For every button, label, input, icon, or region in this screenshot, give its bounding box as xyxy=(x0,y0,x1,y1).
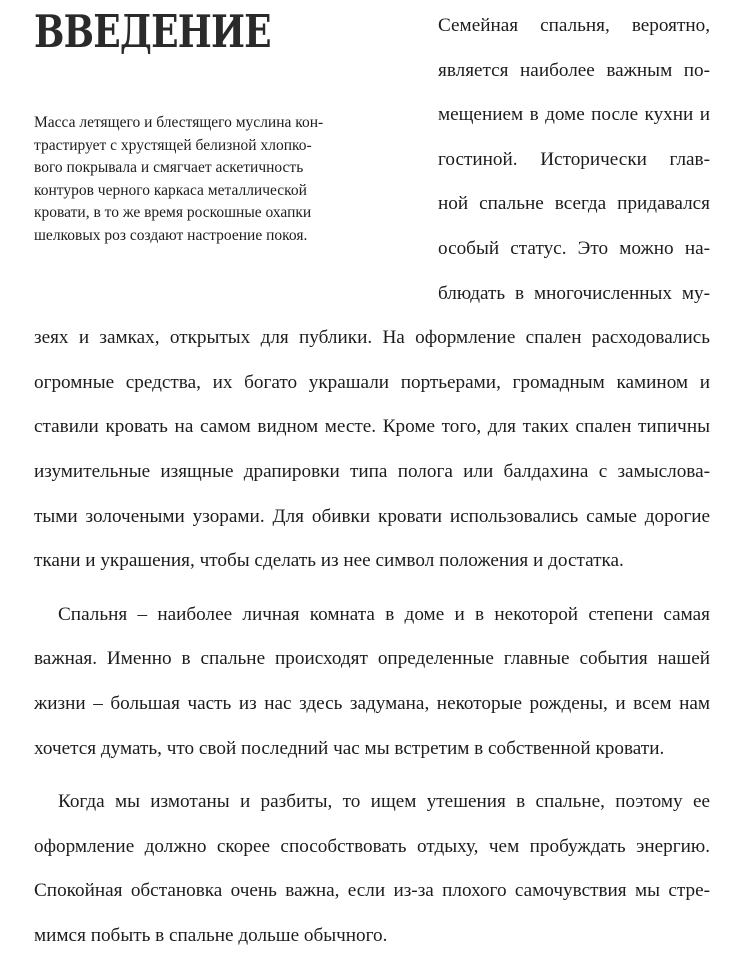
text-line: ной спальне всегда придавался xyxy=(438,193,710,215)
paragraph-1 xyxy=(34,4,710,584)
caption-line: трастирует с хрустящей белизной хлопко- xyxy=(34,136,312,154)
text-line: ставили кровать на самом видном месте. Кроме того, для таких спален типичны xyxy=(34,416,710,438)
chapter-heading: ВВЕДЕНИЕ xyxy=(34,5,271,58)
caption-line: кровати, в то же время роскошные охапки xyxy=(34,204,312,222)
text-line: гостиной. Исторически глав- xyxy=(438,148,710,170)
caption-line: вого покрывала и смягчает аскетичность xyxy=(34,159,304,177)
text-line: жизни – большая часть из нас здесь задумана, некоторые рождены, и всем нам xyxy=(34,692,710,714)
paragraph-gap xyxy=(34,771,710,780)
text-line: Спальня – наиболее личная комната в доме и в некоторой степени самая xyxy=(58,603,710,625)
text-line: ткани и украшения, чтобы сделать из нее символ положения и достатка. xyxy=(34,550,624,572)
text-line: оформление должно скорее способствовать отдыху, чем пробуждать энергию. xyxy=(34,835,710,857)
caption-line: контуров черного каркаса металлической xyxy=(34,181,307,199)
text-line: мимся побыть в спальне дольше обычного. xyxy=(34,924,388,946)
text-line: мещением в доме после кухни и xyxy=(438,104,710,126)
text-line: изумительные изящные драпировки типа полога или балдахина с замыслова- xyxy=(34,460,710,482)
paragraph-gap xyxy=(34,584,710,593)
text-line: блюдать в многочисленных му- xyxy=(438,282,710,304)
caption-line: Масса летящего и блестящего муслина кон- xyxy=(34,114,324,131)
text-line: зеях и замках, открытых для публики. На оформление спален расходовались xyxy=(34,327,710,349)
text-line: Спокойная обстановка очень важна, если из-за плохого самочувствия мы стре- xyxy=(34,880,710,902)
body-text xyxy=(34,4,710,958)
text-line: тыми золочеными узорами. Для обивки кровати использовались самые дорогие xyxy=(34,505,710,527)
paragraph-2 xyxy=(34,593,710,771)
text-line: является наиболее важным по- xyxy=(438,59,710,81)
caption-line: шелковых роз создают настроение покоя. xyxy=(34,226,308,244)
text-line: Когда мы измотаны и разбиты, то ищем утешения в спальне, поэтому ее xyxy=(58,791,710,813)
text-line: Семейная спальня, вероятно, xyxy=(438,15,710,36)
text-line: важная. Именно в спальне происходят определенные главные события нашей xyxy=(34,648,710,670)
text-line: хочется думать, что свой последний час мы встретим в собственной кровати. xyxy=(34,737,665,759)
text-line: огромные средства, их богато украшали портьерами, громадным камином и xyxy=(34,371,710,393)
text-line: особый статус. Это можно на- xyxy=(438,237,710,259)
paragraph-3 xyxy=(34,780,710,958)
